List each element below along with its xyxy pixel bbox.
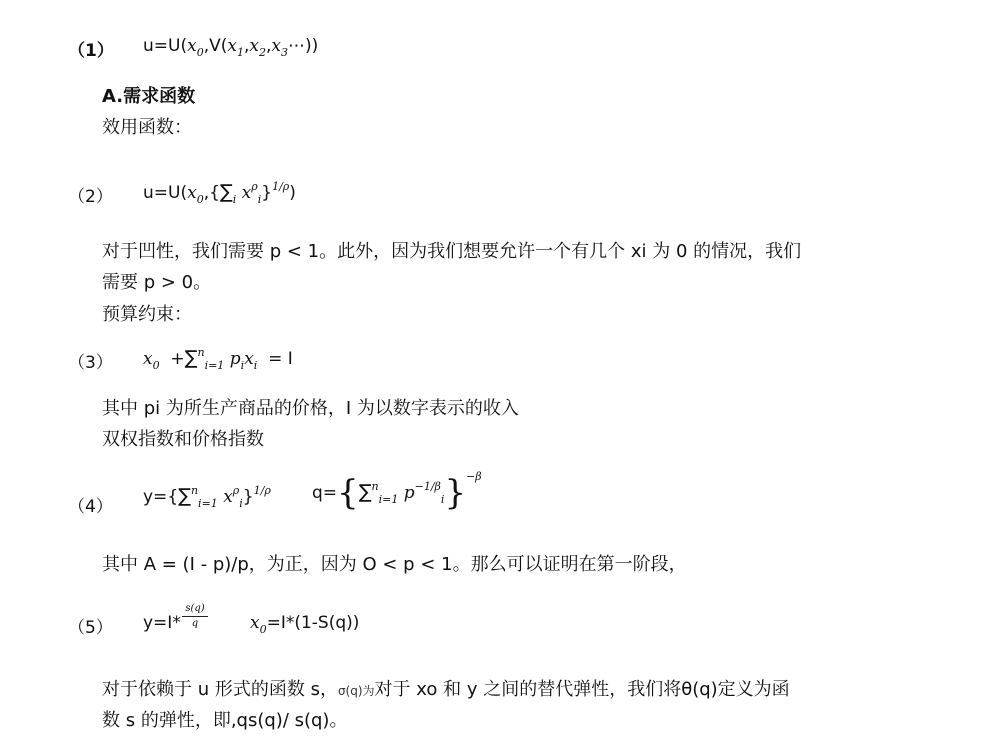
eq3-sigma-sub: i=1 [204, 359, 225, 372]
eq2-xi-sub: i [257, 193, 262, 206]
eq3-plus: + [170, 349, 185, 369]
section-a-heading: A.需求函数 [102, 86, 196, 107]
eq4-q-prefix: q= [312, 483, 338, 503]
para-elasticity-cont: 数 s 的弹性，即,qs(q)/ s(q)。 [102, 710, 348, 731]
eq1-x3-sub: 3 [280, 46, 288, 59]
eq1-mid: ,V( [203, 36, 228, 56]
para-concavity-cont: 需要 p > 0。 [102, 272, 212, 293]
para-concavity: 对于凹性，我们需要 p < 1。此外，因为我们想要允许一个有几个 xi 为 0 的情况，我们 [102, 241, 802, 262]
para-elasticity [102, 675, 790, 701]
eq4-y-prefix: y= [143, 487, 168, 507]
eq2-xi: x [241, 183, 252, 203]
eq3-formula [143, 346, 293, 372]
eq4-y-sigma-sub: i=1 [198, 497, 218, 510]
eq1-x3: x [271, 36, 281, 56]
eq4-number: （4） [68, 497, 113, 517]
eq4-y-sigma: ∑ [178, 485, 191, 507]
eq4-y-close: } [242, 487, 254, 507]
eq2-sigma: ∑ [219, 181, 233, 203]
eq4-y-open: { [167, 487, 179, 507]
para-elasticity-a: 对于依赖于 u 形式的函数 s， [102, 679, 338, 700]
eq4-q-formula [312, 470, 482, 513]
eq1-x2-sub: 2 [258, 46, 266, 59]
eq4-y-sigma-sup: n [190, 484, 199, 497]
eq3-tail: = I [268, 349, 293, 369]
eq3-sigma-sup: n [197, 346, 205, 359]
eq4-y-x: x [223, 487, 233, 507]
eq5-x0-sub: 0 [259, 623, 267, 636]
eq5-number: （5） [68, 618, 113, 638]
eq2-prefix: u=U( [143, 183, 188, 203]
eq4-y-outer-sup: 1/ρ [253, 484, 271, 497]
eq4-q-close: } [444, 473, 467, 513]
eq3-xi: x [244, 349, 254, 369]
eq1-formula [143, 36, 318, 59]
eq1-number: （1） [68, 41, 114, 61]
eq2-number: （2） [68, 187, 113, 207]
eq5-x0-tail: =I*(1-S(q)) [266, 613, 360, 633]
eq4-q-sigma-sup: n [371, 480, 379, 493]
eq1-comma1: , [243, 36, 250, 56]
eq5-y-prefix: y=I* [143, 613, 181, 633]
eq5-fraction [180, 603, 210, 630]
eq5-frac-den: q [191, 618, 199, 629]
eq1-tail: ⋯)) [287, 36, 319, 56]
utility-function-label: 效用函数： [102, 117, 192, 138]
eq2-outer-sup: 1/ρ [272, 180, 290, 193]
eq5-x0: x [250, 613, 260, 633]
eq4-y-x-sup: ρ [232, 484, 240, 497]
eq1-x1-sub: 1 [236, 46, 244, 59]
para-price: 其中 pi 为所生产商品的价格，I 为以数字表示的收入 [102, 398, 519, 419]
eq3-sigma: ∑ [184, 347, 198, 369]
eq2-formula [143, 180, 296, 206]
eq4-q-p-sup: −1/β [414, 480, 441, 493]
eq4-q-outer-sup: −β [466, 470, 482, 483]
eq1-prefix: u=U( [143, 36, 188, 56]
eq4-q-sigma: ∑ [358, 481, 372, 503]
eq3-x0-sub: 0 [152, 359, 160, 372]
eq2-tail: ) [289, 183, 296, 203]
eq1-x2: x [249, 36, 259, 56]
para-elasticity-small: σ(q)为 [337, 684, 375, 698]
eq5-y-formula [143, 613, 181, 633]
eq5-frac-bar [182, 616, 208, 617]
eq4-q-open: { [337, 473, 359, 513]
eq2-x0: x [187, 183, 197, 203]
eq2-x0-sub: 0 [196, 193, 204, 206]
dual-index-label: 双权指数和价格指数 [102, 429, 264, 450]
eq3-pi: p [229, 349, 241, 369]
eq2-xi-sup: ρ [251, 180, 258, 193]
eq3-x0: x [143, 349, 153, 369]
eq2-open: ,{ [203, 183, 220, 203]
eq4-q-p: p [403, 483, 415, 503]
eq3-number: （3） [68, 353, 113, 373]
eq1-comma2: , [265, 36, 272, 56]
eq4-y-formula [143, 484, 271, 510]
eq3-pi-sub: i [240, 359, 245, 372]
budget-label: 预算约束： [102, 304, 192, 325]
eq4-q-sigma-sub: i=1 [378, 493, 399, 506]
eq4-q-p-sub: i [440, 493, 445, 506]
eq4-y-x-sub: i [239, 497, 243, 510]
eq3-xi-sub: i [253, 359, 258, 372]
eq5-frac-num: s(q) [185, 603, 205, 614]
eq1-x0-sub: 0 [196, 46, 204, 59]
para-a-def: 其中 A = (I - p)/p，为正，因为 O < p < 1。那么可以证明在第一阶段， [102, 554, 687, 575]
eq1-x1: x [227, 36, 237, 56]
eq1-x0: x [187, 36, 197, 56]
eq5-x0-formula [250, 613, 359, 636]
para-elasticity-b: 对于 xo 和 y 之间的替代弹性，我们将θ(q)定义为函 [374, 679, 790, 700]
eq2-close: } [261, 183, 273, 203]
eq2-sigma-sub: i [232, 193, 237, 206]
